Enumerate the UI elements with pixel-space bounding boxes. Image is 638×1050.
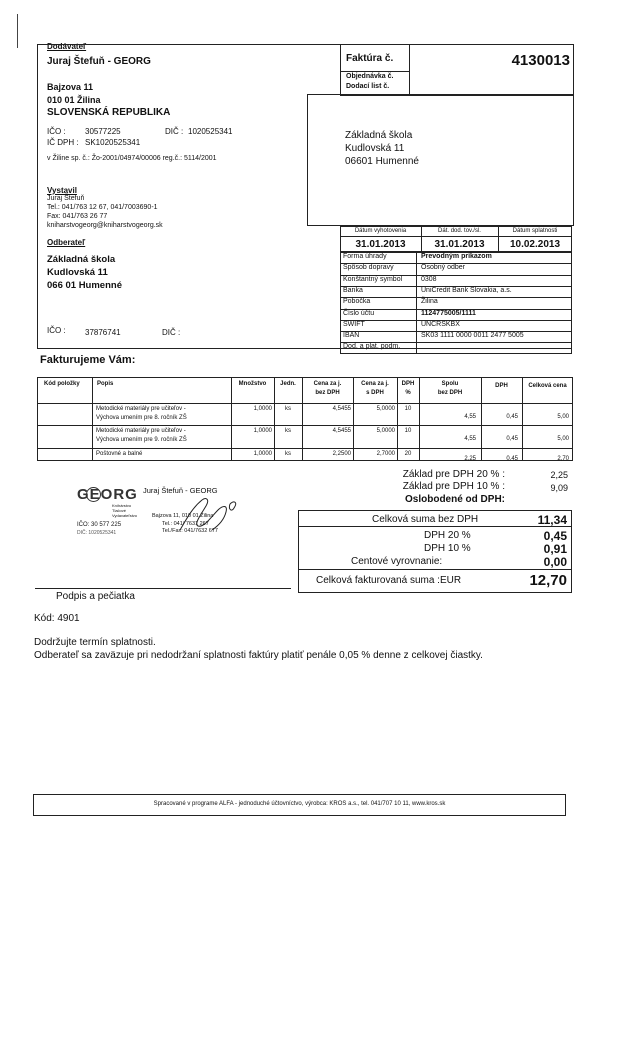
th-desc: Popis <box>97 381 114 387</box>
vat10-label: DPH 10 % <box>424 543 471 554</box>
th-total2: bez DPH <box>437 390 463 396</box>
supplier-name: Juraj Štefuň - GEORG <box>47 56 151 67</box>
issuer-email: kniharstvogeorg@kniharstvogeorg.sk <box>47 222 163 229</box>
cell-description: Poštovné a balné <box>96 451 143 457</box>
buyer-street: Kudlovská 11 <box>47 267 108 278</box>
cell-grand-total: 5,00 <box>557 414 569 420</box>
cell-total-net: 2,25 <box>464 456 476 462</box>
cell-unit: ks <box>285 406 291 412</box>
stamp-dic: DIČ: 1020525341 <box>77 530 117 536</box>
address-line3: 06601 Humenné <box>345 156 419 167</box>
vat20-value: 0,45 <box>543 529 567 543</box>
invoice-label: Faktúra č. <box>346 53 394 64</box>
base10-value: 9,09 <box>550 483 568 493</box>
issuer-tel: Tel.: 041/763 12 67, 041/7003690-1 <box>47 204 158 211</box>
signature-line <box>35 588 291 589</box>
th-total: Spolu <box>441 381 459 387</box>
table-col <box>231 377 232 461</box>
supplier-ico: 30577225 <box>85 127 121 136</box>
buyer-ico: 37876741 <box>85 328 121 337</box>
supplier-dic: 1020525341 <box>188 127 233 136</box>
cell-quantity: 1,0000 <box>253 451 272 457</box>
table-row1-line <box>37 425 573 426</box>
th-gross2: s DPH <box>366 390 384 396</box>
fakturujeme-heading: Fakturujeme Vám: <box>40 354 136 366</box>
payment-label: Pobočka <box>343 298 371 306</box>
cell-quantity: 1,0000 <box>253 428 272 434</box>
exempt-label: Oslobodené od DPH: <box>405 494 505 505</box>
cell-total-net: 4,55 <box>464 414 476 420</box>
supplier-country: SLOVENSKÁ REPUBLIKA <box>47 107 171 118</box>
cell-price-net: 4,5455 <box>332 406 351 412</box>
total-net-value: 11,34 <box>537 513 567 527</box>
payment-label: Spôsob dopravy <box>343 264 394 272</box>
cell-price-net: 4,5455 <box>332 428 351 434</box>
payment-value: Osobný odber <box>421 264 465 272</box>
supplier-ico-label: IČO : <box>47 127 66 136</box>
handwritten-signature <box>172 490 242 538</box>
cell-vat-rate: 20 <box>404 451 412 457</box>
totals-line <box>298 569 572 570</box>
table-row2-line <box>37 448 573 449</box>
cell-vat-rate: 10 <box>404 406 412 412</box>
delivery-label: Dodací list č. <box>346 83 390 90</box>
total-net-label: Celková suma bez DPH <box>372 514 479 525</box>
cell-unit: ks <box>285 451 291 457</box>
table-header-line <box>37 403 573 404</box>
base10-label: Základ pre DPH 10 % : <box>402 481 505 492</box>
supplier-heading: Dodávateľ <box>47 42 87 51</box>
th-net2: bez DPH <box>315 390 340 396</box>
payment-row-line <box>340 297 572 298</box>
th-qty: Množstvo <box>238 381 267 387</box>
cell-price-gross: 2,7000 <box>376 451 395 457</box>
cell-price-gross: 5,0000 <box>376 428 395 434</box>
th-vat2: % <box>405 390 411 396</box>
supplier-icdph-label: IČ DPH : <box>47 138 79 147</box>
th-code: Kód položky <box>44 381 80 387</box>
cell-vat-amount: 0,45 <box>506 456 518 462</box>
cell-total-net: 4,55 <box>464 436 476 442</box>
issuer-heading: Vystavil <box>47 186 77 195</box>
frame-top <box>37 44 340 45</box>
logo-circle <box>86 487 101 502</box>
issue-date: 31.01.2013 <box>355 239 406 250</box>
order-label: Objednávka č. <box>346 73 394 80</box>
supplier-registry: v Žiline sp. č.: Žo-2001/04974/00006 reg.č.: 5114/2001 <box>47 155 217 162</box>
cell-description-line2: Výchova umením pre 8. ročník ZŠ <box>96 415 187 421</box>
rounding-label: Centové vyrovnanie: <box>351 556 443 567</box>
invoice-box-vline <box>409 44 410 96</box>
cell-description-line2: Výchova umením pre 9. ročník ZŠ <box>96 437 187 443</box>
supplier-city: 010 01 Žilina <box>47 95 101 105</box>
note-penalty: Odberateľ sa zaväzuje pri nedodržaní splatnosti faktúry platiť penále 0,05 % denne z celkovej čiastky. <box>34 650 483 661</box>
address-line2: Kudlovská 11 <box>345 143 405 154</box>
payment-label: Číslo účtu <box>343 309 375 317</box>
buyer-city: 066 01 Humenné <box>47 280 122 291</box>
stamp-tel: Tel.: 041/ 7631 267 <box>162 521 209 527</box>
th-vat-amount: DPH <box>495 383 508 389</box>
cell-grand-total: 2,70 <box>557 456 569 462</box>
cell-vat-amount: 0,45 <box>506 436 518 442</box>
th-gross: Cena za j. <box>361 381 389 387</box>
address-line1: Základná škola <box>345 130 413 141</box>
stamp-logo: GEORG <box>77 486 138 503</box>
cell-description: Metodické materiály pre učiteľov - <box>96 428 186 434</box>
signature-label: Podpis a pečiatka <box>56 591 135 602</box>
footer-text: Spracované v programe ALFA - jednoduché účtovníctvo, výrobca: KROS a.s., tel. 041/707 10 11, www.kros.sk <box>153 801 446 807</box>
due-date: 10.02.2013 <box>509 239 561 250</box>
supplier-icdph: SK1020525341 <box>85 138 141 147</box>
stamp-ico: IČO: 30 577 225 <box>77 522 122 528</box>
payment-value: Prevodným príkazom <box>421 253 492 260</box>
payment-value: UNCRSKBX <box>421 320 460 328</box>
payment-label: SWIFT <box>343 320 365 328</box>
buyer-heading: Odberateľ <box>47 238 86 247</box>
base20-label: Základ pre DPH 20 % : <box>402 469 505 480</box>
th-vat: DPH <box>401 381 415 387</box>
invoice-box-divider <box>340 71 410 72</box>
cell-description: Metodické materiály pre učiteľov - <box>96 406 186 412</box>
table-col <box>92 377 93 461</box>
cell-grand-total: 5,00 <box>557 436 569 442</box>
table-col <box>274 377 275 461</box>
cell-vat-amount: 0,45 <box>506 414 518 420</box>
grand-total-value: 12,70 <box>529 572 567 589</box>
cell-vat-rate: 10 <box>404 428 412 434</box>
th-unit: Jedn. <box>280 381 296 387</box>
dates-divider <box>340 236 572 237</box>
payment-vline <box>416 252 417 354</box>
buyer-ico-label: IČO : <box>47 326 66 335</box>
payment-value: Žilina <box>421 298 438 306</box>
grand-total-label: Celková fakturovaná suma :EUR <box>316 575 462 586</box>
payment-value: SK03 1111 0000 0011 2477 5005 <box>421 332 524 340</box>
stamp-logo-sub3: Vydavateľstvo <box>112 513 138 518</box>
margin-mark <box>17 14 18 48</box>
payment-value: 0308 <box>421 275 437 283</box>
base20-value: 2,25 <box>550 470 568 480</box>
issuer-fax: Fax: 041/763 26 77 <box>47 213 108 220</box>
cell-quantity: 1,0000 <box>253 406 272 412</box>
buyer-name: Základná škola <box>47 254 116 265</box>
payment-label: Banka <box>343 286 363 294</box>
th-grand: Celková cena <box>528 383 567 389</box>
supplier-street: Bajzova 11 <box>47 82 94 92</box>
stamp-name: Juraj Štefuň - GEORG <box>143 486 218 495</box>
vat10-value: 0,91 <box>543 542 567 556</box>
stamp-fax: Tel./Fax: 041/7632 677 <box>162 528 218 534</box>
cell-unit: ks <box>285 428 291 434</box>
buyer-dic-label: DIČ : <box>162 328 181 337</box>
payment-value: 1124775005/1111 <box>421 309 476 317</box>
issue-date-label: Dátum vyhotovenia <box>354 228 407 234</box>
tax-date-label: Dát. dod. tov./sl. <box>438 228 481 234</box>
code-line: Kód: 4901 <box>34 613 80 624</box>
stamp-logo-sub1: Kníhárstvo <box>112 503 132 508</box>
frame-left <box>37 44 38 348</box>
cell-price-gross: 5,0000 <box>376 406 395 412</box>
th-net: Cena za j. <box>313 381 342 387</box>
cell-price-net: 2,2500 <box>332 451 351 457</box>
payment-label: Dod. a plat. podm. <box>343 343 401 351</box>
note-due-date: Dodržujte termín splatnosti. <box>34 637 156 648</box>
payment-value: UniCredit Bank Slovakia, a.s. <box>421 286 512 294</box>
due-date-label: Dátum splatnosti <box>512 228 558 234</box>
stamp-address: Bajzova 11, 010 01 Žilina <box>152 513 214 519</box>
payment-label: IBAN <box>343 332 360 340</box>
rounding-value: 0,00 <box>543 555 567 569</box>
invoice-number: 4130013 <box>511 52 570 69</box>
stamp-logo-sub2: Tlačové <box>112 508 127 513</box>
company-stamp <box>72 484 292 544</box>
issuer-name: Juraj Štefuň <box>47 195 85 202</box>
payment-label: Forma úhrady <box>343 253 387 260</box>
payment-label: Konštantný symbol <box>343 275 403 283</box>
vat20-label: DPH 20 % <box>424 530 471 541</box>
supplier-dic-label: DIČ : <box>165 127 184 136</box>
tax-date: 31.01.2013 <box>434 239 485 250</box>
